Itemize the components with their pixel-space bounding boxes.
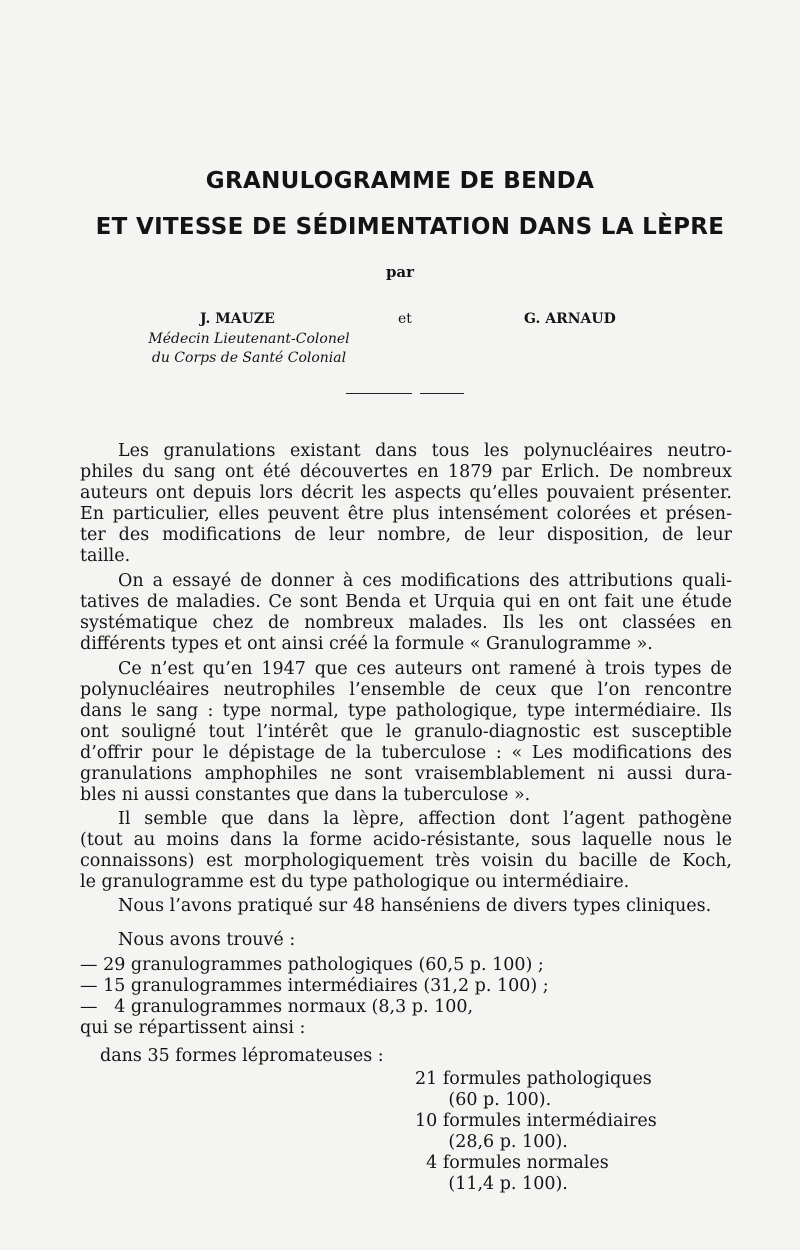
paragraph-line: polynucléaires neutrophiles l’ensemble de ceux que l’on rencontre (80, 680, 732, 700)
author-1-affiliation (133, 330, 365, 368)
paragraph-line: granulations amphophiles ne sont vraisemblablement ni aussi dura- (80, 764, 732, 784)
result-line: (11,4 p. 100). (415, 1174, 568, 1194)
list-item: — 4 granulogrammes normaux (8,3 p. 100, (80, 997, 474, 1017)
paragraph-line: dans le sang : type normal, type pathologique, type intermédiaire. Ils (80, 701, 732, 721)
article-title-line-2: ET VITESSE DE SÉDIMENTATION DANS LA LÈPRE (95, 214, 725, 240)
paragraph-line: le granulogramme est du type pathologique ou intermédiaire. (80, 872, 630, 892)
paragraph-5 (80, 896, 732, 917)
paragraph-line: ter des modifications de leur nombre, de leur disposition, de leur (80, 525, 732, 545)
article-title-line-1: GRANULOGRAMME DE BENDA (205, 168, 595, 194)
author-1: J. MAUZE (200, 311, 275, 327)
paragraph-line: connaissons) est morphologiquement très voisin du bacille de Koch, (80, 851, 732, 871)
affiliation-line-2: du Corps de Santé Colonial (151, 350, 347, 366)
affiliation-line-1: Médecin Lieutenant-Colonel (148, 331, 350, 347)
result-line: (28,6 p. 100). (415, 1132, 568, 1152)
paragraph-line: taille. (80, 546, 131, 566)
author-2: G. ARNAUD (524, 311, 616, 327)
byline-et: et (398, 311, 412, 327)
list-item: — 29 granulogrammes pathologiques (60,5 p. 100) ; (80, 955, 544, 975)
paragraph-line: Les granulations existant dans tous les polynucléaires neutro- (118, 441, 732, 461)
list-item: qui se répartissent ainsi : (80, 1018, 306, 1038)
paragraph-line: Il semble que dans la lèpre, affection dont l’agent pathogène (118, 809, 732, 829)
paragraph-line: ont souligné tout l’intérêt que le granulo-diagnostic est susceptible (80, 722, 732, 742)
result-line: 4 formules normales (415, 1153, 609, 1173)
paragraph-line: philes du sang ont été découvertes en 1879 par Erlich. De nombreux (80, 462, 732, 482)
paragraph-line: (tout au moins dans la forme acido-résistante, sous laquelle nous le (80, 830, 732, 850)
list-item: — 15 granulogrammes intermédiaires (31,2 p. 100) ; (80, 976, 549, 996)
paragraph-line: systématique chez de nombreux malades. Ils les ont classées en (80, 613, 732, 633)
results-list (415, 1069, 657, 1195)
found-intro: Nous avons trouvé : (118, 930, 296, 950)
lepromateuses-intro: dans 35 formes lépromateuses : (100, 1046, 384, 1066)
byline-par: par (385, 263, 415, 281)
separator-rule-left (346, 393, 412, 394)
paragraph-3 (80, 659, 732, 806)
paragraph-line: bles ni aussi constantes que dans la tuberculose ». (80, 785, 531, 805)
paragraph-1 (80, 441, 732, 567)
paragraph-line: On a essayé de donner à ces modifications des attributions quali- (118, 571, 732, 591)
result-line: 10 formules intermédiaires (415, 1111, 657, 1131)
separator-rule-right (420, 393, 464, 394)
paragraph-line: Ce n’est qu’en 1947 que ces auteurs ont ramené à trois types de (118, 659, 732, 679)
paragraph-line: En particulier, elles peuvent être plus intensément colorées et présen- (80, 504, 732, 524)
paragraph-line: auteurs ont depuis lors décrit les aspects qu’elles pouvaient présenter. (80, 483, 732, 503)
paragraph-2 (80, 571, 732, 655)
paragraph-line: tatives de maladies. Ce sont Benda et Urquia qui en ont fait une étude (80, 592, 732, 612)
paragraph-line: différents types et ont ainsi créé la formule « Granulogramme ». (80, 634, 653, 654)
result-line: (60 p. 100). (415, 1090, 552, 1110)
found-list (80, 955, 549, 1039)
paragraph-line: Nous l’avons pratiqué sur 48 hanséniens de divers types cliniques. (118, 896, 712, 916)
result-line: 21 formules pathologiques (415, 1069, 652, 1089)
paragraph-line: d’offrir pour le dépistage de la tuberculose : « Les modifications des (80, 743, 732, 763)
paragraph-4 (80, 809, 732, 893)
